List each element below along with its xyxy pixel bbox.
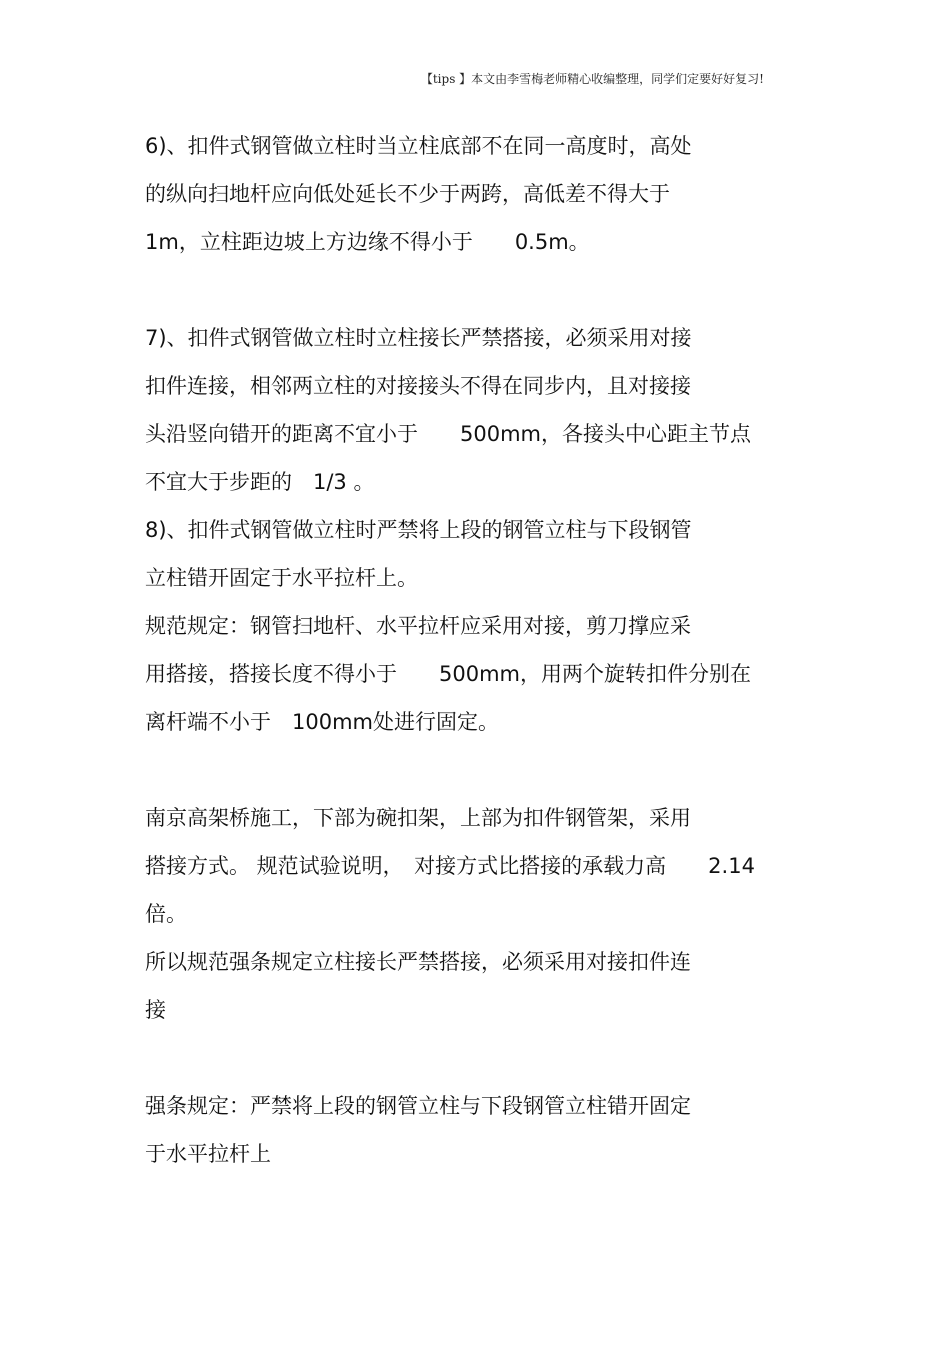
nanjing-case-line-1: 南京高架桥施工，下部为碗扣架，上部为扣件钢管架，采用 [145,806,691,830]
paragraph-6-line-3: 1m，立柱距边坡上方边缘不得小于 0.5m。 [145,230,590,254]
header-tip: 【tips 】本文由李雪梅老师精心收编整理，同学们定要好好复习! [420,72,764,86]
mandatory-rule-line-1: 强条规定：严禁将上段的钢管立柱与下段钢管立柱错开固定 [145,1094,691,1118]
spec-rule-line-3: 离杆端不小于 100mm处进行固定。 [145,710,499,734]
paragraph-7-line-3: 头沿竖向错开的距离不宜小于 500mm，各接头中心距主节点 [145,422,751,446]
spec-rule-line-2: 用搭接，搭接长度不得小于 500mm，用两个旋转扣件分别在 [145,662,751,686]
paragraph-8-line-2: 立柱错开固定于水平拉杆上。 [145,566,418,590]
paragraph-7-line-4: 不宜大于步距的 1/3 。 [145,470,375,494]
nanjing-case-line-2: 搭接方式。 规范试验说明， 对接方式比搭接的承载力高 2.14 [145,854,755,878]
spec-rule-line-1: 规范规定：钢管扫地杆、水平拉杆应采用对接，剪刀撑应采 [145,614,691,638]
paragraph-7-line-2: 扣件连接，相邻两立柱的对接接头不得在同步内，且对接接 [145,374,691,398]
paragraph-6-line-1: 6)、扣件式钢管做立柱时当立柱底部不在同一高度时，高处 [145,134,692,158]
conclusion-line-1: 所以规范强条规定立柱接长严禁搭接，必须采用对接扣件连 [145,950,691,974]
paragraph-8-line-1: 8)、扣件式钢管做立柱时严禁将上段的钢管立柱与下段钢管 [145,518,692,542]
paragraph-6-line-2: 的纵向扫地杆应向低处延长不少于两跨，高低差不得大于 [145,182,670,206]
mandatory-rule-line-2: 于水平拉杆上 [145,1142,271,1166]
paragraph-7-line-1: 7)、扣件式钢管做立柱时立柱接长严禁搭接，必须采用对接 [145,326,692,350]
conclusion-line-2: 接 [145,998,166,1022]
nanjing-case-line-3: 倍。 [145,902,187,926]
